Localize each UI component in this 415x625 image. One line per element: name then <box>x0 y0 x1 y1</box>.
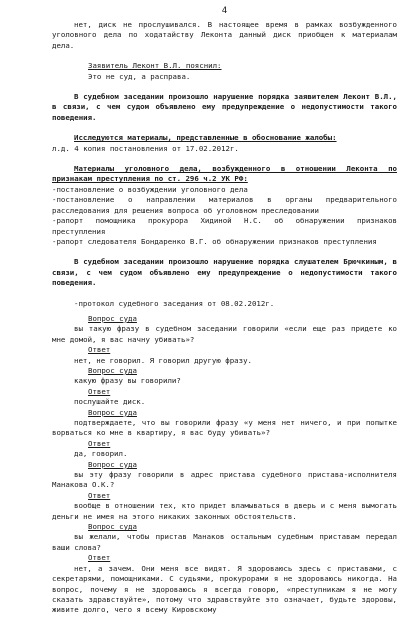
section-heading: Материалы уголовного дела, возбужденного в отношении Леконта по признакам преступления по ст. 296 ч.2 УК РФ: <box>52 164 397 184</box>
answer-text: нет, а зачем. Они меня все видят. Я здороваюсь здесь с приставами, с секретарями, помощниками. С судьями, прокурорами я не здороваюсь никогда. На вопрос, почему я не здороваюсь я всегда говорю, «преступникам я не могу сказать здравствуйте», потому что здравствуйте это означает, будьте здоровы, живите долго, чего я всему Кировскому <box>52 563 397 615</box>
bold-notice: В судебном заседании произошло нарушение порядка слушателем Брючкиным, в связи, с чем судом объявлено ему предупреждение о недопустимости такого поведения. <box>52 257 397 288</box>
answer-label: Ответ <box>88 553 111 563</box>
answer-label: Ответ <box>88 345 111 355</box>
list-item: -постановление о возбуждении уголовного дела <box>52 184 248 194</box>
answer-text: вообще в отношении тех, кто придет вламываться в дверь и с меня вымогать деньги не имея на этого никаких законных обстоятельств. <box>52 501 397 521</box>
question-label: Вопрос суда <box>88 459 137 469</box>
page-number: 4 <box>221 6 228 16</box>
question-text: вы эту фразу говорили в адрес пристава судебного пристава-исполнителя Манакова О.К.? <box>52 470 397 490</box>
question-label: Вопрос суда <box>88 365 137 375</box>
list-item: -рапорт следователя Бондаренко В.Г. об обнаружении признаков преступления <box>52 236 377 246</box>
question-text: вы такую фразу в судебном заседании говорили «если еще раз придете ко мне домой, я вас начну убивать»? <box>52 324 397 344</box>
paragraph: нет, диск не прослушивался. В настоящее время в рамках возбужденного уголовного дела по ходатайству Леконта данный диск приобщен к материалам дела. <box>52 20 397 50</box>
question-text: какую фразу вы говорили? <box>74 376 181 386</box>
answer-text: послушайте диск. <box>74 397 146 407</box>
section-heading: Исследуются материалы, представленные в обоснование жалобы: <box>74 133 337 143</box>
bold-notice: В судебном заседании произошло нарушение порядка заявителем Леконт В.Л., в связи, с чем судом объявлено ему предупреждение о недопустимости такого поведения. <box>52 92 397 122</box>
question-text: вы желали, чтобы пристав Манаков остальным судебным приставам передал ваши слова? <box>52 532 397 552</box>
answer-text: да, говорил. <box>74 449 128 459</box>
question-label: Вопрос суда <box>88 407 137 417</box>
speaker-label: Заявитель Леконт В.Л. пояснил: <box>88 61 222 71</box>
question-label: Вопрос суда <box>88 522 137 532</box>
list-item: -рапорт помощника прокурора Хидиной Н.С. об обнаружении признаков преступления <box>52 216 397 236</box>
question-label: Вопрос суда <box>88 313 137 323</box>
paragraph: -протокол судебного заседания от 08.02.2012г. <box>74 298 275 308</box>
question-text: подтверждаете, что вы говорили фразу «у меня нет ничего, и при попытке ворваться ко мне в квартиру, я вас буду убивать»? <box>52 418 397 438</box>
paragraph: Это не суд, а расправа. <box>88 71 191 81</box>
answer-label: Ответ <box>88 386 111 396</box>
paragraph: л.д. 4 копия постановления от 17.02.2012г. <box>52 143 239 153</box>
answer-text: нет, не говорил. Я говорил другую фразу. <box>74 355 252 365</box>
list-item: -постановление о направлении материалов в органы предварительного расследования для решения вопроса об уголовном преследовании <box>52 195 397 215</box>
answer-label: Ответ <box>88 490 111 500</box>
answer-label: Ответ <box>88 438 111 448</box>
